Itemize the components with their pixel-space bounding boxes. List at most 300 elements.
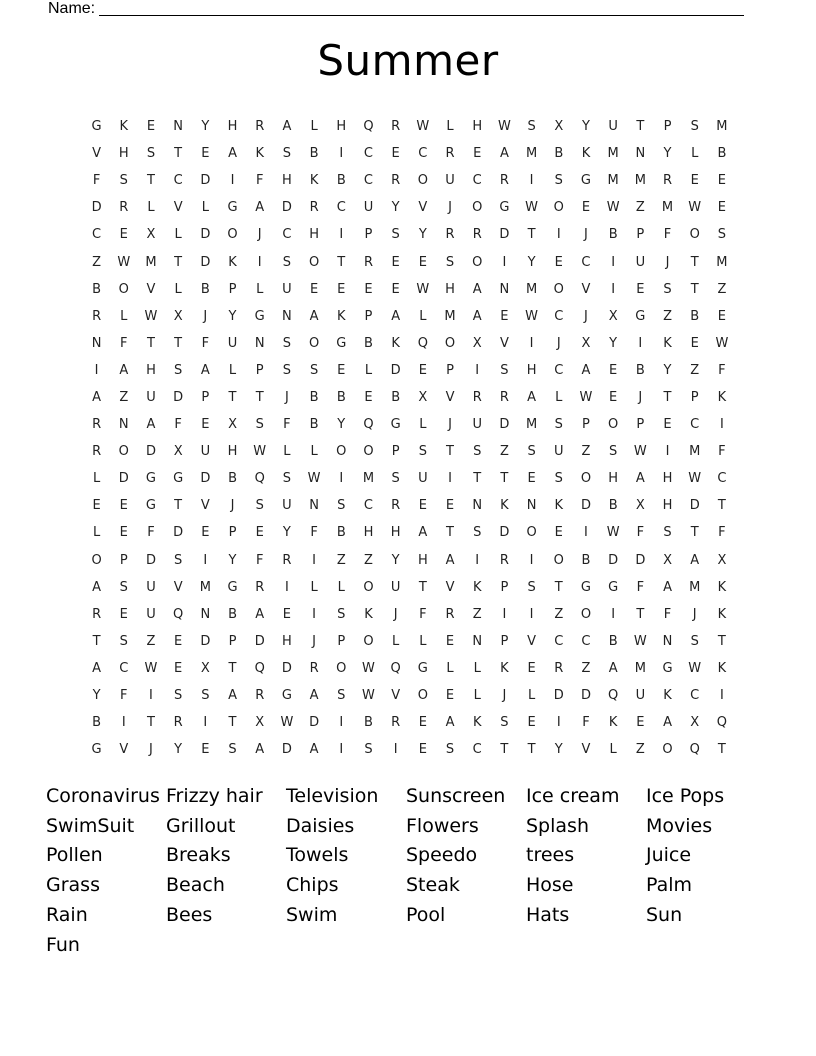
- grid-letter: U: [635, 688, 646, 704]
- word-bank-item: Speedo: [406, 844, 478, 867]
- grid-letter: V: [499, 335, 509, 351]
- word-bank-item: Rain: [46, 904, 88, 927]
- grid-letter: I: [611, 281, 616, 297]
- grid-letter: R: [391, 173, 401, 189]
- grid-letter: J: [312, 633, 317, 649]
- grid-letter: R: [92, 417, 102, 433]
- grid-letter: E: [309, 281, 319, 297]
- grid-letter: L: [310, 579, 318, 595]
- grid-letter: J: [230, 498, 235, 514]
- grid-letter: A: [255, 606, 265, 622]
- grid-letter: Z: [717, 281, 727, 297]
- grid-letter: C: [554, 308, 564, 324]
- grid-letter: C: [581, 254, 591, 270]
- grid-letter: E: [445, 688, 455, 704]
- grid-letter: I: [529, 606, 534, 622]
- name-underline[interactable]: [99, 0, 744, 16]
- grid-letter: K: [337, 308, 346, 324]
- grid-letter: N: [472, 498, 483, 514]
- grid-letter: X: [635, 498, 645, 514]
- grid-letter: Z: [581, 660, 591, 676]
- grid-letter: U: [200, 444, 211, 460]
- grid-letter: D: [173, 525, 184, 541]
- grid-letter: L: [120, 308, 128, 324]
- grid-letter: L: [609, 742, 617, 758]
- grid-letter: H: [282, 173, 292, 189]
- grid-letter: P: [663, 119, 672, 135]
- grid-letter: X: [255, 715, 265, 731]
- grid-letter: E: [445, 633, 455, 649]
- grid-letter: I: [611, 606, 616, 622]
- grid-letter: Y: [282, 525, 291, 541]
- grid-letter: R: [499, 552, 509, 568]
- grid-letter: E: [146, 119, 156, 135]
- grid-letter: N: [499, 281, 510, 297]
- grid-letter: V: [92, 146, 102, 162]
- word-bank-item: Grass: [46, 874, 100, 897]
- grid-letter: B: [200, 281, 210, 297]
- grid-letter: R: [663, 173, 673, 189]
- grid-letter: S: [717, 227, 727, 243]
- grid-letter: D: [200, 633, 211, 649]
- grid-letter: Z: [635, 200, 645, 216]
- grid-letter: Y: [663, 362, 672, 378]
- word-bank-item: Grillout: [166, 814, 236, 837]
- grid-letter: O: [444, 335, 456, 351]
- grid-letter: Y: [92, 688, 101, 704]
- grid-letter: E: [663, 417, 672, 433]
- grid-letter: V: [581, 281, 591, 297]
- grid-letter: M: [525, 281, 538, 297]
- grid-letter: W: [688, 200, 702, 216]
- grid-letter: E: [418, 742, 427, 758]
- grid-letter: A: [228, 688, 237, 704]
- grid-letter: R: [391, 498, 401, 514]
- grid-letter: W: [144, 308, 158, 324]
- grid-letter: P: [119, 552, 128, 568]
- grid-letter: D: [608, 552, 619, 568]
- grid-letter: D: [499, 417, 510, 433]
- grid-letter: Z: [690, 362, 700, 378]
- word-bank-item: trees: [526, 844, 575, 867]
- grid-letter: T: [690, 525, 699, 541]
- grid-letter: P: [500, 579, 509, 595]
- grid-letter: F: [147, 525, 155, 541]
- grid-letter: O: [472, 200, 483, 216]
- grid-letter: R: [445, 227, 455, 243]
- grid-letter: D: [281, 660, 292, 676]
- word-bank-item: Flowers: [406, 814, 479, 837]
- grid-letter: I: [475, 552, 480, 568]
- grid-letter: I: [719, 688, 724, 704]
- grid-letter: Z: [119, 389, 129, 405]
- grid-letter: C: [472, 173, 482, 189]
- grid-letter: H: [146, 362, 156, 378]
- grid-letter: T: [146, 715, 155, 731]
- grid-letter: T: [690, 281, 699, 297]
- grid-letter: B: [608, 227, 618, 243]
- grid-letter: S: [337, 606, 346, 622]
- grid-letter: M: [634, 660, 646, 676]
- grid-letter: Z: [92, 254, 102, 270]
- grid-letter: Q: [608, 688, 619, 704]
- grid-letter: R: [92, 606, 102, 622]
- grid-letter: M: [607, 146, 619, 162]
- grid-letter: H: [282, 633, 292, 649]
- grid-letter: J: [692, 606, 697, 622]
- grid-letter: N: [309, 498, 319, 514]
- grid-letter: K: [472, 579, 482, 595]
- grid-letter: M: [689, 444, 701, 460]
- grid-letter: D: [145, 444, 156, 460]
- grid-letter: B: [336, 389, 346, 405]
- grid-letter: T: [500, 471, 509, 487]
- word-bank-item: Pool: [406, 904, 446, 927]
- grid-letter: F: [718, 444, 726, 460]
- grid-letter: N: [472, 633, 483, 649]
- grid-letter: A: [472, 281, 482, 297]
- grid-letter: S: [554, 471, 563, 487]
- grid-letter: A: [228, 146, 237, 162]
- grid-letter: Y: [418, 227, 427, 243]
- grid-letter: F: [663, 227, 672, 243]
- grid-letter: E: [174, 660, 183, 676]
- grid-letter: G: [173, 471, 184, 487]
- grid-letter: R: [445, 606, 455, 622]
- grid-letter: J: [448, 417, 452, 433]
- grid-letter: B: [228, 471, 237, 487]
- grid-letter: T: [690, 254, 699, 270]
- grid-letter: S: [418, 444, 427, 460]
- grid-letter: T: [174, 498, 183, 514]
- grid-letter: K: [500, 498, 509, 514]
- grid-letter: I: [556, 715, 561, 731]
- name-field: [48, 0, 748, 20]
- grid-letter: A: [146, 417, 156, 433]
- grid-letter: M: [145, 254, 157, 270]
- grid-letter: M: [362, 471, 375, 487]
- grid-letter: X: [554, 119, 564, 135]
- grid-letter: D: [309, 715, 320, 731]
- grid-letter: A: [445, 715, 455, 731]
- grid-letter: A: [690, 552, 700, 568]
- grid-letter: L: [446, 119, 454, 135]
- grid-letter: A: [418, 525, 428, 541]
- grid-letter: K: [472, 715, 482, 731]
- word-bank-item: Ice Pops: [646, 784, 725, 807]
- grid-letter: F: [663, 606, 672, 622]
- grid-letter: F: [419, 606, 427, 622]
- word-bank-item: Frizzy hair: [166, 784, 263, 807]
- grid-letter: S: [364, 742, 373, 758]
- grid-letter: L: [92, 471, 101, 487]
- grid-letter: B: [608, 633, 618, 649]
- grid-letter: T: [473, 471, 482, 487]
- grid-letter: E: [92, 498, 101, 514]
- grid-letter: D: [200, 471, 211, 487]
- grid-letter: X: [418, 389, 428, 405]
- grid-letter: S: [500, 362, 509, 378]
- grid-letter: L: [473, 688, 481, 704]
- grid-letter: Y: [581, 119, 590, 135]
- grid-letter: H: [227, 444, 238, 460]
- grid-letter: R: [472, 389, 482, 405]
- grid-letter: A: [391, 308, 401, 324]
- grid-letter: R: [255, 579, 265, 595]
- grid-letter: D: [281, 200, 292, 216]
- grid-letter: P: [446, 362, 454, 378]
- grid-letter: C: [554, 362, 564, 378]
- grid-letter: X: [228, 417, 237, 433]
- grid-letter: S: [174, 688, 183, 704]
- grid-letter: T: [418, 579, 427, 595]
- grid-letter: E: [119, 606, 128, 622]
- grid-letter: E: [282, 606, 292, 622]
- grid-letter: I: [611, 254, 616, 270]
- grid-letter: U: [472, 417, 482, 433]
- grid-letter: A: [472, 308, 482, 324]
- grid-letter: W: [606, 525, 620, 541]
- grid-letter: E: [527, 660, 536, 676]
- grid-letter: V: [173, 579, 183, 595]
- grid-letter: K: [228, 254, 237, 270]
- grid-letter: U: [390, 579, 401, 595]
- grid-letter: G: [499, 200, 510, 216]
- grid-letter: G: [417, 660, 428, 676]
- grid-letter: W: [525, 200, 539, 216]
- grid-letter: L: [419, 633, 427, 649]
- grid-letter: T: [228, 389, 237, 405]
- grid-letter: G: [281, 688, 292, 704]
- grid-letter: S: [309, 362, 319, 378]
- grid-letter: P: [201, 389, 210, 405]
- grid-letter: W: [307, 471, 321, 487]
- grid-letter: Z: [581, 444, 591, 460]
- grid-letter: U: [554, 444, 564, 460]
- grid-letter: B: [364, 335, 373, 351]
- grid-letter: I: [475, 362, 480, 378]
- grid-letter: U: [635, 254, 646, 270]
- grid-letter: B: [581, 552, 591, 568]
- grid-letter: O: [308, 335, 320, 351]
- grid-letter: V: [445, 579, 455, 595]
- grid-letter: P: [636, 227, 645, 243]
- grid-letter: P: [255, 362, 264, 378]
- word-bank-item: Bees: [166, 904, 213, 927]
- grid-letter: O: [417, 688, 428, 704]
- grid-letter: K: [608, 715, 618, 731]
- grid-letter: D: [200, 254, 211, 270]
- grid-letter: M: [689, 579, 701, 595]
- grid-letter: C: [119, 660, 129, 676]
- grid-letter: M: [716, 254, 728, 270]
- grid-letter: A: [635, 471, 645, 487]
- grid-letter: K: [554, 498, 564, 514]
- grid-letter: O: [118, 444, 129, 460]
- grid-letter: P: [636, 417, 645, 433]
- grid-letter: T: [446, 525, 454, 541]
- word-bank-item: Sunscreen: [406, 784, 506, 807]
- grid-letter: F: [636, 579, 645, 595]
- grid-letter: D: [635, 552, 646, 568]
- grid-letter: X: [581, 335, 591, 351]
- grid-letter: M: [634, 173, 646, 189]
- grid-letter: U: [445, 173, 455, 189]
- grid-letter: K: [717, 389, 727, 405]
- grid-letter: C: [363, 173, 373, 189]
- grid-letter: R: [554, 660, 564, 676]
- grid-letter: U: [608, 119, 618, 135]
- grid-letter: F: [92, 173, 101, 189]
- grid-letter: V: [391, 688, 401, 704]
- grid-letter: A: [581, 362, 591, 378]
- grid-letter: L: [392, 633, 400, 649]
- grid-letter: E: [500, 308, 509, 324]
- grid-letter: J: [149, 742, 153, 758]
- grid-letter: W: [606, 200, 620, 216]
- grid-letter: W: [416, 119, 430, 135]
- grid-letter: O: [308, 254, 320, 270]
- grid-letter: C: [363, 146, 373, 162]
- grid-letter: F: [120, 688, 128, 704]
- grid-letter: T: [174, 254, 183, 270]
- grid-letter: V: [146, 281, 156, 297]
- grid-letter: L: [446, 660, 454, 676]
- grid-letter: A: [445, 552, 455, 568]
- grid-letter: G: [390, 417, 401, 433]
- grid-letter: G: [145, 471, 156, 487]
- grid-letter: R: [119, 200, 129, 216]
- grid-letter: S: [554, 173, 563, 189]
- grid-letter: W: [525, 308, 539, 324]
- grid-letter: S: [282, 471, 292, 487]
- grid-letter: T: [174, 335, 183, 351]
- grid-letter: S: [445, 254, 455, 270]
- grid-letter: Q: [363, 417, 374, 433]
- grid-letter: B: [92, 715, 102, 731]
- grid-letter: B: [228, 606, 237, 622]
- grid-letter: O: [363, 633, 374, 649]
- grid-letter: N: [173, 119, 184, 135]
- grid-letter: T: [174, 146, 183, 162]
- grid-letter: I: [502, 606, 507, 622]
- grid-letter: D: [281, 742, 292, 758]
- letter-grid: [83, 113, 736, 763]
- grid-letter: K: [309, 173, 319, 189]
- grid-letter: I: [339, 471, 344, 487]
- grid-letter: A: [92, 660, 102, 676]
- grid-letter: O: [118, 281, 129, 297]
- grid-letter: O: [363, 444, 374, 460]
- grid-letter: K: [663, 688, 672, 704]
- grid-letter: O: [91, 552, 102, 568]
- grid-letter: I: [556, 227, 561, 243]
- grid-letter: L: [147, 200, 155, 216]
- grid-letter: J: [448, 200, 452, 216]
- grid-letter: U: [146, 606, 156, 622]
- grid-letter: R: [309, 200, 319, 216]
- grid-letter: H: [118, 146, 129, 162]
- grid-letter: T: [500, 742, 509, 758]
- grid-letter: I: [529, 173, 534, 189]
- grid-letter: A: [200, 362, 210, 378]
- grid-letter: J: [638, 389, 643, 405]
- grid-letter: A: [255, 742, 265, 758]
- grid-letter: S: [282, 254, 292, 270]
- grid-letter: E: [364, 389, 373, 405]
- grid-letter: I: [94, 362, 99, 378]
- grid-letter: E: [337, 281, 346, 297]
- grid-letter: L: [228, 362, 237, 378]
- grid-letter: F: [120, 335, 128, 351]
- word-bank-item: Beach: [166, 874, 225, 897]
- grid-letter: U: [282, 498, 292, 514]
- grid-letter: J: [584, 227, 588, 243]
- grid-letter: P: [337, 633, 346, 649]
- grid-letter: S: [554, 417, 563, 433]
- grid-letter: E: [554, 254, 563, 270]
- grid-letter: T: [636, 119, 645, 135]
- grid-letter: Y: [663, 146, 672, 162]
- grid-letter: I: [284, 579, 289, 595]
- grid-letter: N: [254, 335, 265, 351]
- grid-letter: E: [636, 281, 645, 297]
- grid-letter: A: [255, 200, 265, 216]
- grid-letter: W: [579, 389, 593, 405]
- grid-letter: C: [418, 146, 428, 162]
- grid-letter: L: [555, 389, 563, 405]
- grid-letter: N: [200, 606, 211, 622]
- grid-letter: G: [227, 579, 238, 595]
- grid-letter: H: [662, 471, 673, 487]
- grid-letter: R: [255, 688, 265, 704]
- grid-letter: C: [690, 688, 700, 704]
- grid-letter: Y: [201, 119, 210, 135]
- grid-letter: X: [173, 308, 183, 324]
- grid-letter: W: [416, 281, 430, 297]
- grid-letter: Y: [228, 308, 237, 324]
- grid-letter: W: [362, 660, 375, 676]
- grid-letter: C: [173, 173, 183, 189]
- grid-letter: V: [527, 633, 537, 649]
- word-bank-item: Steak: [406, 874, 460, 897]
- grid-letter: L: [310, 119, 318, 135]
- grid-letter: A: [663, 579, 672, 595]
- grid-letter: B: [309, 389, 319, 405]
- grid-letter: S: [473, 525, 482, 541]
- grid-letter: I: [529, 335, 534, 351]
- grid-letter: X: [146, 227, 156, 243]
- grid-letter: K: [500, 660, 509, 676]
- grid-letter: D: [689, 498, 700, 514]
- grid-letter: S: [690, 633, 699, 649]
- grid-letter: G: [580, 173, 591, 189]
- grid-letter: S: [527, 119, 536, 135]
- grid-letter: H: [662, 498, 673, 514]
- grid-letter: D: [118, 471, 129, 487]
- grid-letter: E: [609, 362, 618, 378]
- grid-letter: P: [582, 417, 590, 433]
- grid-letter: O: [580, 471, 592, 487]
- grid-letter: X: [690, 715, 700, 731]
- grid-letter: U: [227, 335, 238, 351]
- grid-letter: D: [200, 227, 211, 243]
- grid-letter: I: [339, 715, 344, 731]
- word-bank-item: Pollen: [46, 844, 103, 867]
- grid-letter: R: [309, 660, 319, 676]
- grid-letter: L: [201, 200, 209, 216]
- grid-letter: E: [391, 146, 400, 162]
